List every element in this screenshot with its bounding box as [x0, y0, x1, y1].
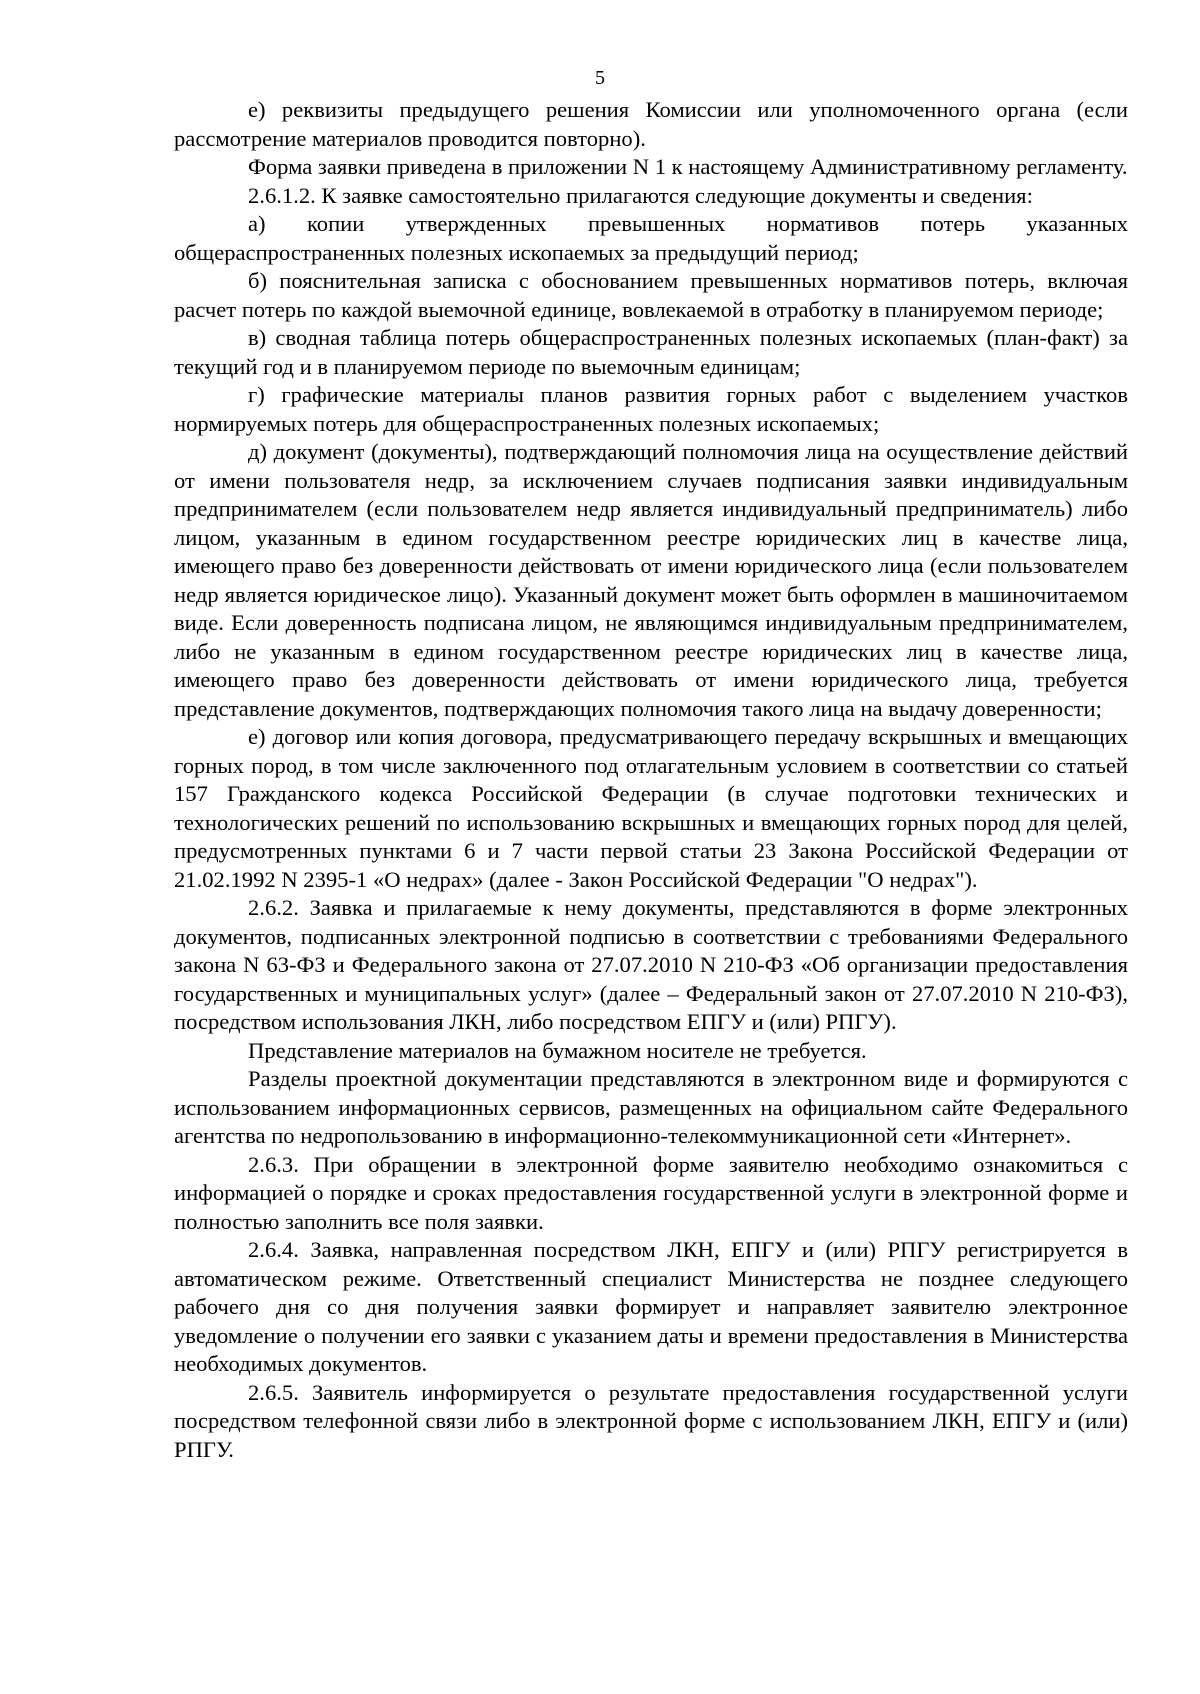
paragraph-item-a: а) копии утвержденных превышенных нормативов потерь указанных общераспространенных полезных ископаемых за предыдущий период; — [174, 211, 1128, 265]
paragraph-item-g: г) графические материалы планов развития горных работ с выделением участков нормируемых потерь для общераспространенных полезных ископаемых; — [174, 382, 1128, 436]
paragraph-item-v: в) сводная таблица потерь общераспространенных полезных ископаемых (план-факт) за текущий год и в планируемом периоде по выемочным единицам; — [174, 325, 1128, 379]
paragraph-2-6-4: 2.6.4. Заявка, направленная посредством ЛКН, ЕПГУ и (или) РПГУ регистрируется в автоматическом режиме. Ответственный специалист Министерства не позднее следующего рабочего дня со дня получения заявки формирует и направляет заявителю электронное уведомление о получении его заявки с указанием даты и времени предоставления в Министерства необходимых документов. — [174, 1237, 1128, 1376]
page-number: 5 — [595, 67, 605, 89]
paragraph-prior-decision-details: е) реквизиты предыдущего решения Комиссии или уполномоченного органа (если рассмотрение материалов проводится повторно). — [174, 97, 1128, 151]
paragraph-application-form: Форма заявки приведена в приложении N 1 к настоящему Административному регламенту. — [248, 154, 1128, 179]
paragraph-2-6-1-2: 2.6.1.2. К заявке самостоятельно прилагаются следующие документы и сведения: — [248, 182, 1033, 208]
paragraph-item-d: д) документ (документы), подтверждающий полномочия лица на осуществление действий от имени пользователя недр, за исключением случаев подписания заявки индивидуальным предпринимателем (если пользователем недр является индивидуальный предприниматель) либо лицом, указанным в едином государственном реестре юридических лиц в качестве лица, имеющего право без доверенности действовать от имени юридического лица (если пользователем недр является юридическое лицо). Указанный документ может быть оформлен в машиночитаемом виде. Если доверенность подписана лицом, не являющимся индивидуальным предпринимателем, либо не указанным в едином государственном реестре юридических лиц в качестве лица, имеющего право без доверенности действовать от имени юридического лица, требуется представление документов, подтверждающих полномочия такого лица на выдачу доверенности; — [174, 439, 1128, 721]
paragraph-item-b: б) пояснительная записка с обоснованием превышенных нормативов потерь, включая расчет потерь по каждой выемочной единице, вовлекаемой в отработку в планируемом периоде; — [174, 268, 1128, 322]
document-body — [174, 96, 1128, 1464]
paragraph-item-e: е) договор или копия договора, предусматривающего передачу вскрышных и вмещающих горных пород, в том числе заключенного под отлагательным условием в соответствии со статьей 157 Гражданского кодекса Российской Федерации (в случае подготовки технических и технологических решений по использованию вскрышных и вмещающих горных пород для целей, предусмотренных пунктами 6 и 7 части первой статьи 23 Закона Российской Федерации от 21.02.1992 N 2395-1 «О недрах» (далее - Закон Российской Федерации "О недрах"). — [174, 724, 1128, 892]
paragraph-2-6-5: 2.6.5. Заявитель информируется о результате предоставления государственной услуги посредством телефонной связи либо в электронной форме с использованием ЛКН, ЕПГУ и (или) РПГУ. — [174, 1379, 1128, 1462]
paragraph-project-sections: Разделы проектной документации представляются в электронном виде и формируются с использованием информационных сервисов, размещенных на официальном сайте Федерального агентства по недропользованию в информационно-телекоммуникационной сети «Интернет». — [174, 1066, 1128, 1148]
paragraph-2-6-2: 2.6.2. Заявка и прилагаемые к нему документы, представляются в форме электронных документов, подписанных электронной подписью в соответствии с требованиями Федерального закона N 63-ФЗ и Федерального закона от 27.07.2010 N 210-ФЗ «Об организации предоставления государственных и муниципальных услуг» (далее – Федеральный закон от 27.07.2010 N 210-ФЗ), посредством использования ЛКН, либо посредством ЕПГУ и (или) РПГУ). — [174, 895, 1128, 1034]
paragraph-2-6-3: 2.6.3. При обращении в электронной форме заявителю необходимо ознакомиться с информацией о порядке и сроках предоставления государственной услуги в электронной форме и полностью заполнить все поля заявки. — [174, 1151, 1128, 1234]
paragraph-paper-not-required: Представление материалов на бумажном носителе не требуется. — [248, 1037, 867, 1063]
